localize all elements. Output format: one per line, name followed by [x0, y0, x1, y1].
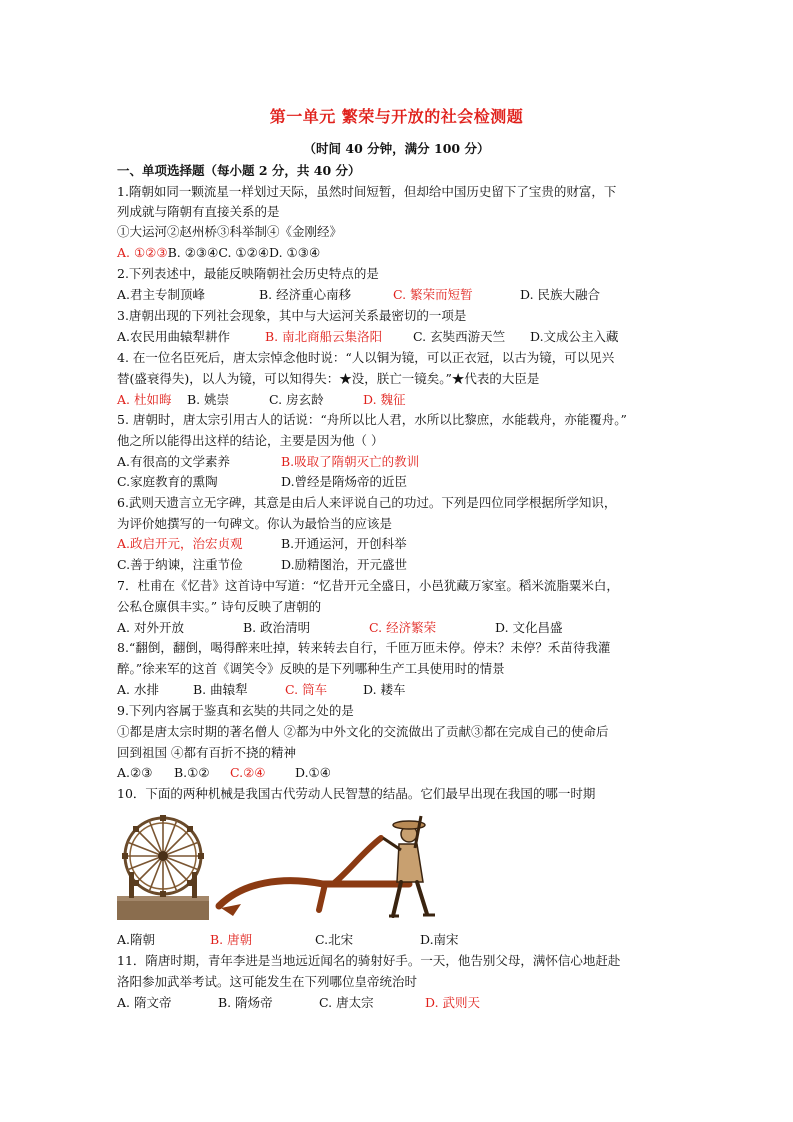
q5-options-row2 — [117, 474, 407, 490]
q1-options-rest: B. ②③④C. ①②④D. ①③④ — [167, 245, 321, 260]
q3-option-b: B. 南北商船云集洛阳 — [265, 329, 383, 344]
q8-line1: 8.“翻倒，翻倒，喝得醉来吐掉，转来转去自行，千匝万匝未停。停未？未停？禾苗待我灌 — [117, 640, 611, 655]
plough-image — [213, 812, 443, 922]
q6-options-row1 — [117, 536, 407, 552]
q7-option-b: B. 政治清明 — [243, 620, 311, 635]
q2-option-d: D. 民族大融合 — [520, 287, 601, 302]
q7-options — [117, 620, 563, 636]
q5-option-a: A.有很高的文学素养 — [117, 454, 231, 469]
q1-line2: 列成就与隋朝有直接关系的是 — [117, 204, 280, 219]
q10-stem: 10．下面的两种机械是我国古代劳动人民智慧的结晶。它们最早出现在我国的哪一时期 — [117, 786, 596, 801]
q4-option-a: A. 杜如晦 — [117, 392, 172, 407]
q6-option-a: A.政启开元，治宏贞观 — [117, 536, 243, 551]
q8-options — [117, 682, 406, 698]
q2-option-c: C. 繁荣而短暂 — [393, 287, 473, 302]
q10-figures — [117, 812, 447, 922]
q1-line3: ①大运河②赵州桥③科举制④《金刚经》 — [117, 224, 343, 239]
q6-option-b: B.开通运河，开创科举 — [281, 536, 407, 551]
q1-option-a: A. ①②③ — [117, 245, 168, 260]
q4-line1: 4. 在一位名臣死后，唐太宗悼念他时说：“人以铜为镜，可以正衣冠，以古为镜，可以见兴 — [117, 350, 615, 365]
q10-option-d: D.南宋 — [420, 932, 459, 947]
q9-line1: 9.下列内容属于鉴真和玄奘的共同之处的是 — [117, 703, 354, 718]
q2-stem: 2.下列表述中，最能反映隋朝社会历史特点的是 — [117, 266, 379, 281]
q2-option-a: A.君主专制顶峰 — [117, 287, 206, 302]
q2-options — [117, 287, 600, 303]
q5-option-b: B.吸取了隋朝灭亡的教训 — [281, 454, 420, 469]
q4-option-b: B. 姚崇 — [187, 392, 230, 407]
q9-option-d: D.①④ — [295, 765, 331, 780]
q7-line2: 公私仓廪俱丰实。” 诗句反映了唐朝的 — [117, 599, 322, 614]
q7-option-c: C. 经济繁荣 — [369, 620, 437, 635]
q11-option-c: C. 唐太宗 — [319, 995, 374, 1010]
q11-option-d: D. 武则天 — [425, 995, 481, 1010]
q9-option-c: C.②④ — [230, 765, 266, 780]
q6-option-c: C.善于纳谏，注重节俭 — [117, 557, 243, 572]
q3-option-a: A.农民用曲辕犁耕作 — [117, 329, 231, 344]
q11-line1: 11．隋唐时期，青年李进是当地远近闻名的骑射好手。一天，他告别父母，满怀信心地赶赴 — [117, 953, 621, 968]
q3-option-c: C. 玄奘西游天竺 — [413, 329, 506, 344]
q11-options — [117, 995, 480, 1011]
q4-options — [117, 392, 406, 408]
page-title: 第一单元 繁荣与开放的社会检测题 — [269, 107, 524, 126]
q9-line3: 回到祖国 ④都有百折不挠的精神 — [117, 745, 296, 760]
q6-option-d: D.励精图治，开元盛世 — [281, 557, 408, 572]
q10-option-c: C.北宋 — [315, 932, 354, 947]
q9-line2: ①都是唐太宗时期的著名僧人 ②都为中外文化的交流做出了贡献③都在完成自己的使命后 — [117, 724, 609, 739]
q7-option-a: A. 对外开放 — [117, 620, 184, 635]
q8-option-b: B. 曲辕犁 — [193, 682, 248, 697]
q11-option-a: A. 隋文帝 — [117, 995, 172, 1010]
q5-options-row1 — [117, 454, 419, 470]
q10-options — [117, 932, 459, 948]
q9-option-a: A.②③ — [117, 765, 153, 780]
q1-options — [117, 245, 320, 261]
q3-option-d: D.文成公主入藏 — [530, 329, 619, 344]
q11-line2: 洛阳参加武举考试。这可能发生在下列哪位皇帝统治时 — [117, 974, 418, 989]
q6-options-row2 — [117, 557, 407, 573]
q1-line1: 1.隋朝如同一颗流星一样划过天际，虽然时间短暂，但却给中国历史留下了宝贵的财富，下 — [117, 184, 617, 199]
q7-option-d: D. 文化昌盛 — [495, 620, 563, 635]
q4-line2: 替(盛衰得失)，以人为镜，可以知得失：★没，朕亡一镜矣。”★代表的大臣是 — [117, 371, 540, 386]
q4-option-d: D. 魏征 — [363, 392, 406, 407]
q8-line2: 醉。”徐来军的这首《调笑令》反映的是下列哪种生产工具使用时的情景 — [117, 661, 505, 676]
q8-option-a: A. 水排 — [117, 682, 159, 697]
q3-options — [117, 329, 619, 345]
q5-line2: 他之所以能得出这样的结论，主要是因为他（ ） — [117, 433, 384, 448]
page-subtitle: （时间 40 分钟，满分 100 分） — [303, 141, 490, 156]
q5-option-c: C.家庭教育的熏陶 — [117, 474, 218, 489]
q10-option-b: B. 唐朝 — [210, 932, 253, 947]
q8-option-c: C. 筒车 — [285, 682, 328, 697]
q10-option-a: A.隋朝 — [117, 932, 156, 947]
q5-line1: 5. 唐朝时，唐太宗引用古人的话说：“舟所以比人君，水所以比黎庶，水能载舟，亦能覆舟。” — [117, 412, 627, 427]
q5-option-d: D.曾经是隋炀帝的近臣 — [281, 474, 408, 489]
q9-options — [117, 765, 331, 781]
q11-option-b: B. 隋炀帝 — [218, 995, 273, 1010]
q6-line1: 6.武则天遗言立无字碑，其意是由后人来评说自己的功过。下列是四位同学根据所学知识， — [117, 495, 617, 510]
q9-option-b: B.①② — [174, 765, 210, 780]
q4-option-c: C. 房玄龄 — [269, 392, 324, 407]
section-heading: 一、单项选择题（每小题 2 分，共 40 分） — [117, 163, 361, 178]
q2-option-b: B. 经济重心南移 — [259, 287, 352, 302]
q7-line1: 7．杜甫在《忆昔》这首诗中写道：“忆昔开元全盛日，小邑犹藏万家室。稻米流脂粟米白， — [117, 578, 619, 593]
waterwheel-image — [117, 812, 209, 920]
q3-stem: 3.唐朝出现的下列社会现象，其中与大运河关系最密切的一项是 — [117, 308, 467, 323]
q6-line2: 为评价她撰写的一句碑文。你认为最恰当的应该是 — [117, 516, 393, 531]
q8-option-d: D. 耧车 — [363, 682, 406, 697]
